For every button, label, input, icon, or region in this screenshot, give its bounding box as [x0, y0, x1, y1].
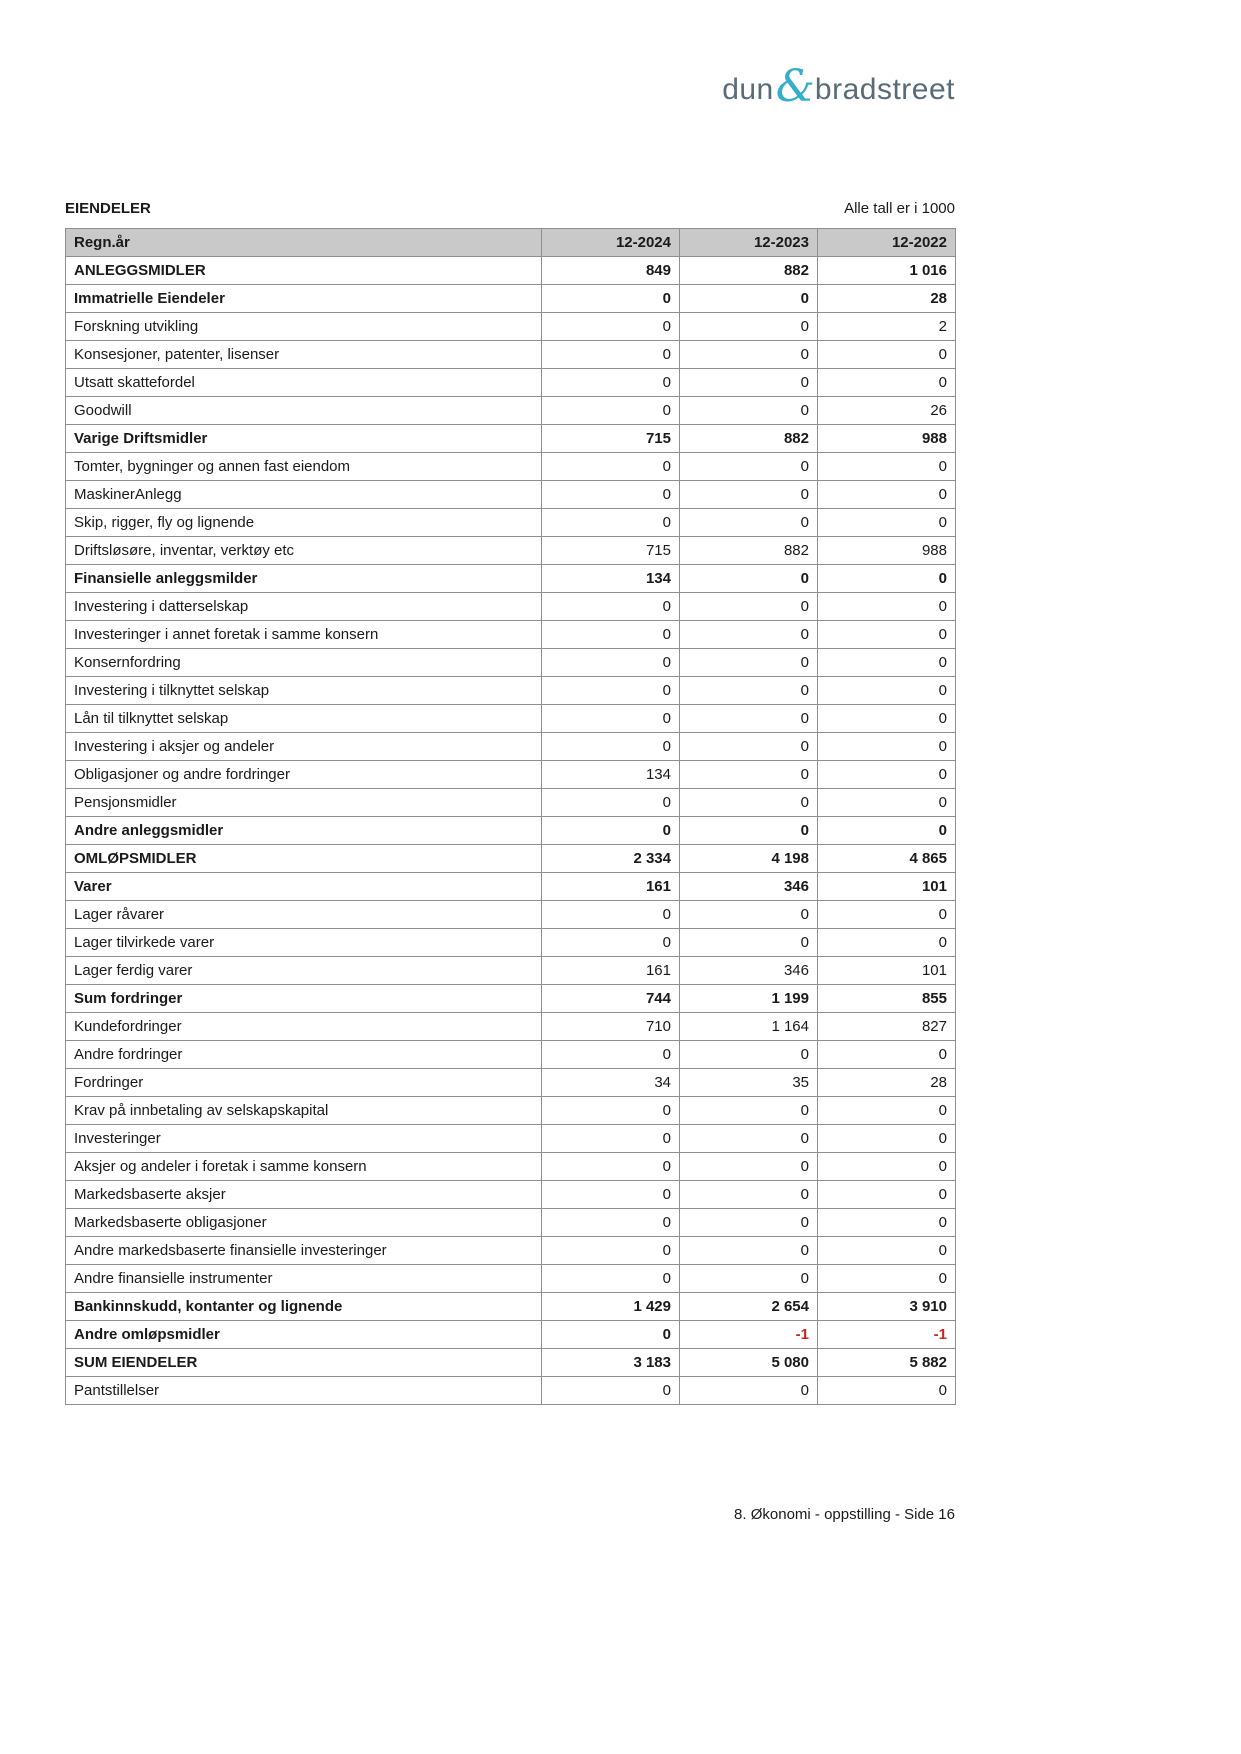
row-value: 0 [542, 1237, 680, 1265]
table-row [66, 677, 956, 705]
row-value: 0 [818, 509, 956, 537]
row-value: 710 [542, 1013, 680, 1041]
page-footer: 8. Økonomi - oppstilling - Side 16 [734, 1506, 955, 1523]
row-value: 0 [542, 593, 680, 621]
dun-bradstreet-logo [722, 61, 955, 112]
row-value: 0 [542, 1321, 680, 1349]
row-label: Andre anleggsmidler [66, 817, 542, 845]
row-value: 4 198 [680, 845, 818, 873]
row-value: 0 [680, 593, 818, 621]
row-value: 0 [542, 285, 680, 313]
table-row [66, 1181, 956, 1209]
table-row [66, 425, 956, 453]
row-label: Fordringer [66, 1069, 542, 1097]
table-row [66, 453, 956, 481]
table-row [66, 1321, 956, 1349]
table-row [66, 509, 956, 537]
row-label: Obligasjoner og andre fordringer [66, 761, 542, 789]
row-value: 28 [818, 285, 956, 313]
table-row [66, 761, 956, 789]
table-row [66, 1209, 956, 1237]
row-value: 0 [680, 1265, 818, 1293]
row-value: 0 [542, 1377, 680, 1405]
row-value: 0 [542, 1265, 680, 1293]
row-value: 0 [680, 397, 818, 425]
row-value: 0 [680, 761, 818, 789]
row-value: 0 [680, 1209, 818, 1237]
row-label: Varige Driftsmidler [66, 425, 542, 453]
table-row [66, 1237, 956, 1265]
row-label: Lager råvarer [66, 901, 542, 929]
table-row [66, 593, 956, 621]
row-value: 0 [680, 677, 818, 705]
title-row [65, 200, 955, 217]
row-label: OMLØPSMIDLER [66, 845, 542, 873]
table-row [66, 901, 956, 929]
row-value: 0 [542, 1041, 680, 1069]
row-value: 0 [680, 705, 818, 733]
table-row [66, 733, 956, 761]
logo-word-bradstreet: bradstreet [814, 73, 955, 106]
row-value: 0 [818, 733, 956, 761]
row-value: 0 [542, 1125, 680, 1153]
row-value: 34 [542, 1069, 680, 1097]
row-value: 0 [542, 1209, 680, 1237]
row-label: Investering i datterselskap [66, 593, 542, 621]
row-value: 346 [680, 873, 818, 901]
row-value: 0 [680, 369, 818, 397]
row-value: 882 [680, 425, 818, 453]
row-value: 0 [818, 453, 956, 481]
row-value: 0 [680, 1041, 818, 1069]
table-row [66, 985, 956, 1013]
row-value: 0 [542, 649, 680, 677]
row-value: 0 [818, 901, 956, 929]
row-value: 0 [818, 341, 956, 369]
row-value: 715 [542, 425, 680, 453]
table-row [66, 1069, 956, 1097]
row-value: 1 429 [542, 1293, 680, 1321]
row-value: 0 [542, 397, 680, 425]
row-value: 2 654 [680, 1293, 818, 1321]
row-value: 849 [542, 257, 680, 285]
row-value: 0 [680, 565, 818, 593]
row-value: 0 [680, 481, 818, 509]
row-value: 0 [818, 481, 956, 509]
table-row [66, 1013, 956, 1041]
row-label: Andre finansielle instrumenter [66, 1265, 542, 1293]
row-value: 3 183 [542, 1349, 680, 1377]
row-value: 5 882 [818, 1349, 956, 1377]
row-value: 0 [818, 649, 956, 677]
row-value: 0 [818, 929, 956, 957]
table-row [66, 789, 956, 817]
row-value: 0 [542, 1181, 680, 1209]
row-value: 134 [542, 565, 680, 593]
row-value: 0 [818, 1041, 956, 1069]
row-label: Konsernfordring [66, 649, 542, 677]
row-value: 882 [680, 257, 818, 285]
table-row [66, 1125, 956, 1153]
row-value: 0 [542, 817, 680, 845]
table-body [66, 257, 956, 1405]
table-row [66, 1349, 956, 1377]
table-header-row [66, 229, 956, 257]
row-value: 0 [818, 705, 956, 733]
table-row [66, 621, 956, 649]
row-label: Bankinnskudd, kontanter og lignende [66, 1293, 542, 1321]
row-label: Kundefordringer [66, 1013, 542, 1041]
row-label: SUM EIENDELER [66, 1349, 542, 1377]
row-value: 855 [818, 985, 956, 1013]
row-value: 0 [542, 789, 680, 817]
row-label: Markedsbaserte aksjer [66, 1181, 542, 1209]
row-label: Utsatt skattefordel [66, 369, 542, 397]
row-value: 0 [818, 1125, 956, 1153]
row-label: Immatrielle Eiendeler [66, 285, 542, 313]
row-label: Sum fordringer [66, 985, 542, 1013]
row-value: 0 [818, 789, 956, 817]
row-value: 0 [542, 313, 680, 341]
row-value: 0 [818, 1097, 956, 1125]
row-value: 0 [680, 789, 818, 817]
row-value: 134 [542, 761, 680, 789]
row-value: 101 [818, 957, 956, 985]
row-value: 0 [818, 1237, 956, 1265]
row-value: 161 [542, 957, 680, 985]
row-value: 161 [542, 873, 680, 901]
row-value: 0 [680, 901, 818, 929]
row-value: 0 [818, 1209, 956, 1237]
table-row [66, 565, 956, 593]
row-label: Pensjonsmidler [66, 789, 542, 817]
row-value: 0 [542, 733, 680, 761]
row-label: Investering i tilknyttet selskap [66, 677, 542, 705]
column-header-regnar: Regn.år [66, 229, 542, 257]
row-label: Andre fordringer [66, 1041, 542, 1069]
row-value: 988 [818, 537, 956, 565]
row-value: 0 [680, 1237, 818, 1265]
row-value: 0 [680, 1125, 818, 1153]
table-row [66, 957, 956, 985]
row-value: 0 [680, 1097, 818, 1125]
row-value: 0 [542, 481, 680, 509]
row-value: 1 199 [680, 985, 818, 1013]
table-row [66, 1153, 956, 1181]
row-value: 0 [680, 649, 818, 677]
row-label: Krav på innbetaling av selskapskapital [66, 1097, 542, 1125]
row-value: 0 [818, 1181, 956, 1209]
row-value: 0 [818, 593, 956, 621]
table-header [66, 229, 956, 257]
row-value: 0 [680, 1181, 818, 1209]
row-value: 4 865 [818, 845, 956, 873]
column-header-12-2023: 12-2023 [680, 229, 818, 257]
row-value: 101 [818, 873, 956, 901]
row-value: 0 [542, 341, 680, 369]
logo-word-dun: dun [722, 73, 774, 106]
row-value: 5 080 [680, 1349, 818, 1377]
row-value: 0 [542, 369, 680, 397]
row-value: 2 334 [542, 845, 680, 873]
row-value: 0 [818, 761, 956, 789]
row-value: 0 [680, 929, 818, 957]
row-label: Konsesjoner, patenter, lisenser [66, 341, 542, 369]
row-label: Aksjer og andeler i foretak i samme konsern [66, 1153, 542, 1181]
row-label: Andre omløpsmidler [66, 1321, 542, 1349]
table-row [66, 537, 956, 565]
row-value: 0 [818, 677, 956, 705]
table-row [66, 1097, 956, 1125]
assets-table [65, 228, 956, 1405]
column-header-12-2024: 12-2024 [542, 229, 680, 257]
table-row [66, 1265, 956, 1293]
row-value: 0 [818, 621, 956, 649]
table-row [66, 1041, 956, 1069]
row-value: 346 [680, 957, 818, 985]
table-row [66, 929, 956, 957]
row-label: Andre markedsbaserte finansielle investeringer [66, 1237, 542, 1265]
table-row [66, 257, 956, 285]
table-row [66, 649, 956, 677]
row-value: 0 [818, 369, 956, 397]
row-value: 0 [542, 509, 680, 537]
table-row [66, 369, 956, 397]
row-label: Lager ferdig varer [66, 957, 542, 985]
row-label: Lager tilvirkede varer [66, 929, 542, 957]
page-title: EIENDELER [65, 200, 151, 217]
row-value: 2 [818, 313, 956, 341]
row-value: 0 [542, 929, 680, 957]
row-value: 827 [818, 1013, 956, 1041]
row-label: Driftsløsøre, inventar, verktøy etc [66, 537, 542, 565]
table-row [66, 817, 956, 845]
row-label: Investeringer [66, 1125, 542, 1153]
row-label: Varer [66, 873, 542, 901]
table-row [66, 341, 956, 369]
row-value: 744 [542, 985, 680, 1013]
row-value: 0 [542, 1153, 680, 1181]
row-value: 0 [680, 285, 818, 313]
row-value: 0 [680, 817, 818, 845]
row-value: 715 [542, 537, 680, 565]
row-value: 0 [680, 509, 818, 537]
row-value: 0 [542, 901, 680, 929]
row-value: 3 910 [818, 1293, 956, 1321]
table-row [66, 285, 956, 313]
table-row [66, 397, 956, 425]
row-label: ANLEGGSMIDLER [66, 257, 542, 285]
row-label: Pantstillelser [66, 1377, 542, 1405]
row-value: 1 016 [818, 257, 956, 285]
row-value: 1 164 [680, 1013, 818, 1041]
table-row [66, 1377, 956, 1405]
units-note: Alle tall er i 1000 [844, 200, 955, 217]
table-row [66, 1293, 956, 1321]
row-value: -1 [680, 1321, 818, 1349]
row-label: Tomter, bygninger og annen fast eiendom [66, 453, 542, 481]
row-value: 0 [680, 313, 818, 341]
row-value: 0 [680, 1377, 818, 1405]
row-value: 0 [818, 565, 956, 593]
table-row [66, 705, 956, 733]
row-value: 0 [542, 705, 680, 733]
row-label: Investering i aksjer og andeler [66, 733, 542, 761]
row-label: Goodwill [66, 397, 542, 425]
row-value: 26 [818, 397, 956, 425]
row-value: 0 [818, 1153, 956, 1181]
column-header-12-2022: 12-2022 [818, 229, 956, 257]
row-value: 0 [680, 341, 818, 369]
table-row [66, 313, 956, 341]
row-value: -1 [818, 1321, 956, 1349]
row-value: 0 [680, 621, 818, 649]
row-value: 35 [680, 1069, 818, 1097]
row-label: Forskning utvikling [66, 313, 542, 341]
row-value: 0 [542, 453, 680, 481]
row-value: 0 [542, 677, 680, 705]
row-value: 0 [818, 1377, 956, 1405]
row-label: MaskinerAnlegg [66, 481, 542, 509]
logo-ampersand-icon: & [775, 61, 815, 112]
row-value: 0 [680, 1153, 818, 1181]
row-value: 988 [818, 425, 956, 453]
row-label: Lån til tilknyttet selskap [66, 705, 542, 733]
row-label: Markedsbaserte obligasjoner [66, 1209, 542, 1237]
row-label: Finansielle anleggsmilder [66, 565, 542, 593]
row-value: 0 [818, 1265, 956, 1293]
row-label: Investeringer i annet foretak i samme konsern [66, 621, 542, 649]
row-value: 882 [680, 537, 818, 565]
row-value: 0 [680, 453, 818, 481]
row-value: 0 [542, 1097, 680, 1125]
table-row [66, 481, 956, 509]
row-label: Skip, rigger, fly og lignende [66, 509, 542, 537]
row-value: 0 [542, 621, 680, 649]
row-value: 0 [680, 733, 818, 761]
table-row [66, 873, 956, 901]
table-row [66, 845, 956, 873]
row-value: 28 [818, 1069, 956, 1097]
row-value: 0 [818, 817, 956, 845]
